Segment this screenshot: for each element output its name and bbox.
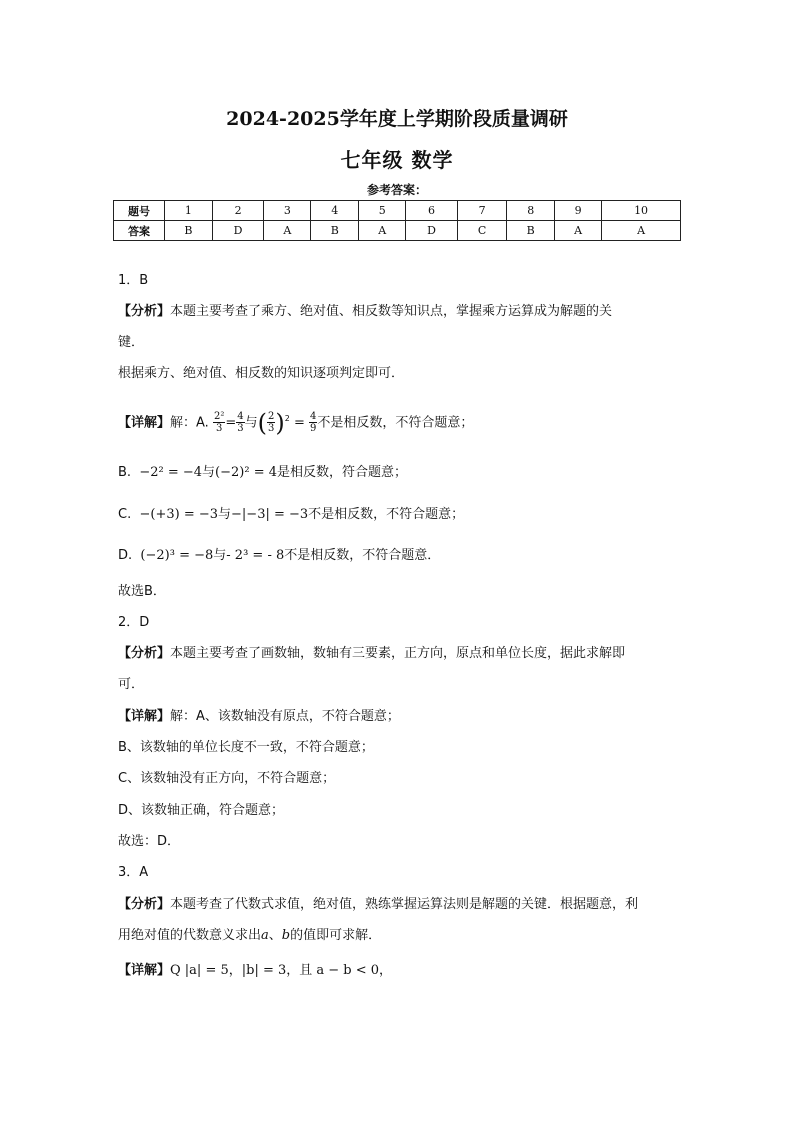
q3-heading: 3．A [118,865,149,880]
table-cell: B [165,221,213,241]
q1-conclusion: 故选B． [118,584,166,599]
page-title: 2024-2025学年度上学期阶段质量调研 [226,108,568,130]
q1-analysis-cont: 键． [118,335,145,350]
table-cell: 9 [555,201,602,221]
left-paren: ( [257,408,268,437]
analysis-text: 本题主要考查了乘方、绝对值、相反数等知识点，掌握乘方运算成为解题的关 [170,304,613,319]
answer-table-number-row [114,201,681,221]
table-cell: 1 [165,201,213,221]
variable-b: b [281,928,291,943]
table-cell: C [457,221,506,241]
math-expression: −2² = −4 [139,465,203,480]
q2-heading: 2．D [118,615,150,630]
detail-label: 【详解】 [118,963,171,978]
table-cell: D [212,221,264,241]
fraction: $\frac{4}{9}$ [310,411,317,435]
answer-key-label: 参考答案： [366,183,427,197]
fraction: $\frac{2}{3}$ [268,411,275,435]
table-cell: 5 [359,201,406,221]
table-cell: B [507,221,555,241]
table-cell: B [311,221,359,241]
analysis-text: 本题主要考查了画数轴，数轴有三要素，正方向，原点和单位长度，据此求解即 [170,646,626,661]
answer-table-row-label: 答案 [114,221,165,241]
table-cell: 8 [507,201,555,221]
math-expression: −|−3| = −3 [231,507,309,522]
q1-heading: 1．B [118,273,149,288]
table-cell: 3 [264,201,311,221]
q2-analysis [118,645,625,663]
table-cell: A [264,221,311,241]
q2-detail-4: D、该数轴正确，符合题意； [118,803,285,818]
variable-a: a [261,928,269,943]
q2-detail-3: C、该数轴没有正方向，不符合题意； [118,771,336,786]
answer-table [113,200,681,241]
math-expression: (−2)² = 4 [215,465,277,480]
q1-detail-d: D. (−2)³ = −8与- 2³ = - 8不是相反数，不符合题意． [118,548,441,563]
table-cell: 4 [311,201,359,221]
analysis-text: 本题考查了代数式求值，绝对值，熟练掌握运算法则是解题的关键．根据题意，利 [170,897,639,912]
detail-label: 【详解】 [118,415,171,431]
q1-detail-c: C. −(+3) = −3与−|−3| = −3不是相反数，不符合题意； [118,507,465,522]
option-prefix: 解：A. [170,415,209,431]
fraction: $\frac{4}{3}$ [237,411,244,435]
q2-conclusion: 故选：D． [118,834,181,849]
answer-table-answer-row [114,221,681,241]
right-paren: ) [275,408,285,437]
math-expression: −(+3) = −3 [139,507,219,522]
answer-table-row-label: 题号 [114,201,165,221]
table-cell: 2 [212,201,264,221]
q1-analysis-method: 根据乘方、绝对值、相反数的知识逐项判定即可． [118,366,405,381]
fraction: $\frac{\text{2²}}{3}$ [213,411,225,435]
table-cell: D [406,221,458,241]
q3-analysis [118,896,638,914]
q2-analysis-cont: 可． [118,677,145,692]
q3-detail [118,962,392,980]
page-subtitle: 七年级 数学 [340,148,454,172]
math-expression: (−2)³ = −8 [140,548,214,563]
table-cell: A [555,221,602,241]
table-cell: A [359,221,406,241]
q2-detail-2: B、该数轴的单位长度不一致，不符合题意； [118,740,374,755]
analysis-label: 【分析】 [118,304,171,319]
analysis-label: 【分析】 [118,646,171,661]
table-cell: 7 [457,201,506,221]
q2-detail-1: 【详解】解：A、该数轴没有原点，不符合题意； [118,709,400,724]
q1-detail-b: B. −2² = −4与(−2)² = 4是相反数，符合题意； [118,465,408,480]
table-cell: A [602,221,681,241]
detail-label: 【详解】 [118,709,171,724]
q1-detail-a: 【详解】解：A. $\frac{\text{2²}}{3}$ = $\frac{4}{3}$ 与( $\frac{2}{3}$ )$^2$ = $\frac{4}{9}$ 不是相反数，不符合题意； [118,408,474,437]
table-cell: 6 [406,201,458,221]
table-cell: 10 [602,201,681,221]
analysis-label: 【分析】 [118,897,171,912]
math-expression: - 2³ = - 8 [226,548,285,563]
q1-analysis [118,303,612,321]
math-expression: Q |a| = 5，|b| = 3，且 a − b < 0， [170,963,393,978]
q3-analysis-cont: 用绝对值的代数意义求出a、b的值即可求解． [118,928,382,943]
